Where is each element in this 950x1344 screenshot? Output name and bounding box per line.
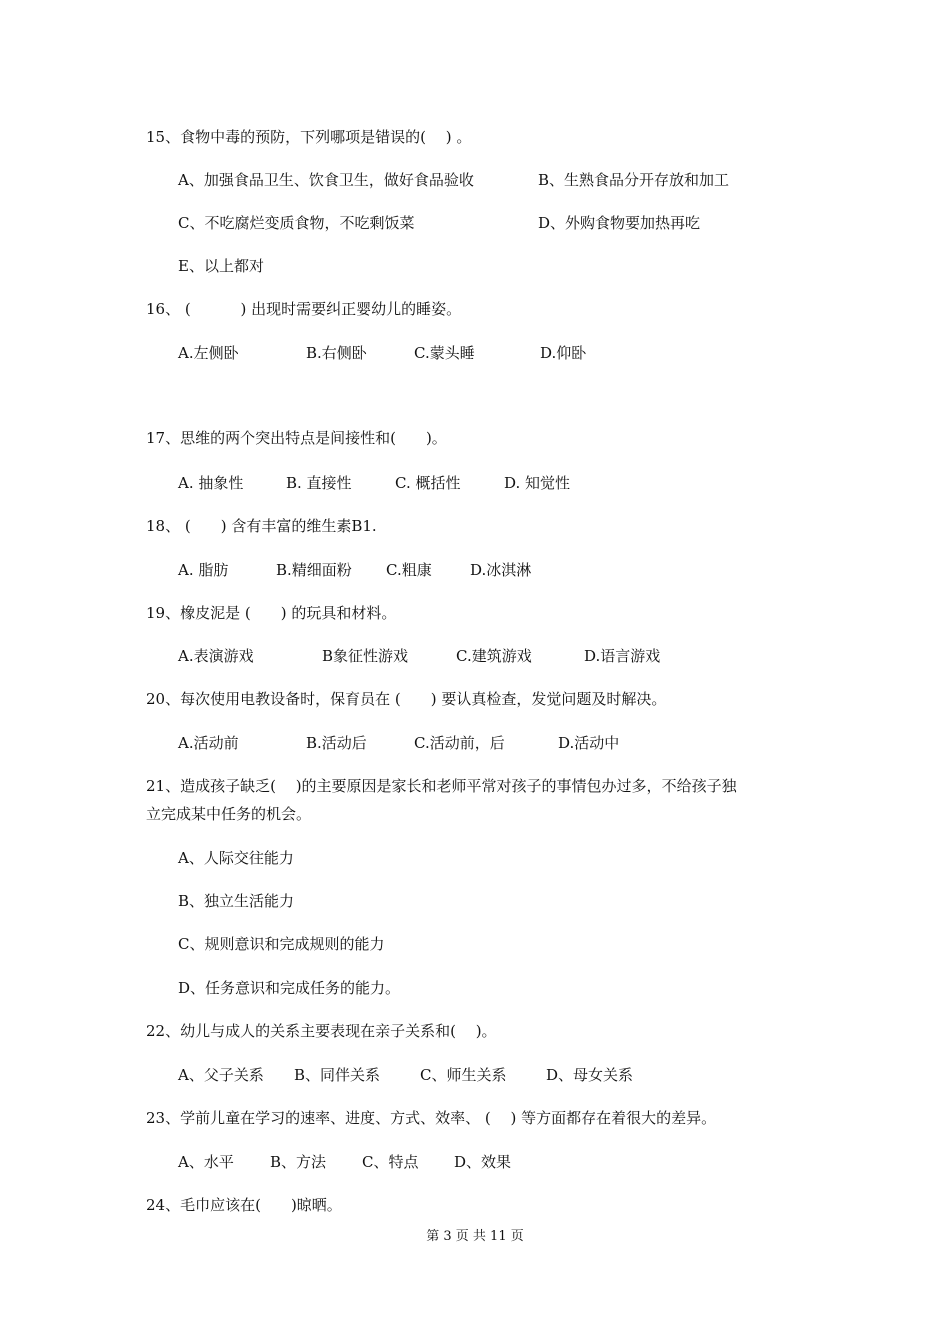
question-19-option-b: B象征性游戏 [322,647,409,665]
question-21-stem-line-1: 21、造成孩子缺乏( )的主要原因是家长和老师平常对孩子的事情包办过多，不给孩子独 [146,777,737,795]
question-18-option-b: B.精细面粉 [276,561,352,579]
question-22-option-a: A、父子关系 [178,1066,264,1084]
question-19-option-a: A.表演游戏 [178,647,254,665]
question-16-option-c: C.蒙头睡 [414,344,475,362]
question-20-option-a: A.活动前 [178,734,239,752]
question-23-option-c: C、特点 [362,1153,419,1171]
question-24-stem: 24、毛巾应该在( )晾晒。 [146,1196,342,1214]
question-15-option-d: D、外购食物要加热再吃 [538,214,701,232]
question-21-option-c: C、规则意识和完成规则的能力 [178,935,385,953]
question-15-option-c: C、不吃腐烂变质食物，不吃剩饭菜 [178,214,415,232]
question-21-option-b: B、独立生活能力 [178,892,295,910]
question-16-option-b: B.右侧卧 [306,344,367,362]
question-20-stem: 20、每次使用电教设备时，保育员在 ( ) 要认真检查，发觉问题及时解决。 [146,690,667,708]
question-15-option-b: B、生熟食品分开存放和加工 [538,171,730,189]
question-17-stem: 17、思维的两个突出特点是间接性和( )。 [146,429,447,447]
question-22-option-c: C、师生关系 [420,1066,507,1084]
question-18-option-d: D.冰淇淋 [470,561,532,579]
question-17-option-d: D. 知觉性 [504,474,571,492]
question-19-option-d: D.语言游戏 [584,647,661,665]
question-23-option-a: A、水平 [178,1153,234,1171]
question-21-stem-line-2: 立完成某中任务的机会。 [146,805,312,823]
question-15-option-a: A、加强食品卫生、饮食卫生，做好食品验收 [178,171,474,189]
question-21-option-a: A、人际交往能力 [178,849,294,867]
question-19-option-c: C.建筑游戏 [456,647,532,665]
question-17-option-a: A. 抽象性 [178,474,244,492]
question-20-option-b: B.活动后 [306,734,367,752]
question-16-option-d: D.仰卧 [540,344,587,362]
question-15-option-e: E、以上都对 [178,257,264,275]
question-22-stem: 22、幼儿与成人的关系主要表现在亲子关系和( )。 [146,1022,497,1040]
question-16-stem: 16、 ( ) 出现时需要纠正婴幼儿的睡姿。 [146,300,462,318]
question-22-option-b: B、同伴关系 [294,1066,381,1084]
question-23-stem: 23、学前儿童在学习的速率、进度、方式、效率、 ( ) 等方面都存在着很大的差异。 [146,1109,717,1127]
question-23-option-d: D、效果 [454,1153,512,1171]
question-23-option-b: B、方法 [270,1153,327,1171]
question-17-option-b: B. 直接性 [286,474,352,492]
page-number-footer: 第 3 页 共 11 页 [426,1229,524,1244]
question-20-option-c: C.活动前，后 [414,734,505,752]
question-22-option-d: D、母女关系 [546,1066,634,1084]
question-18-option-c: C.粗康 [386,561,432,579]
question-17-option-c: C. 概括性 [395,474,461,492]
question-18-option-a: A. 脂肪 [178,561,229,579]
question-16-option-a: A.左侧卧 [178,344,239,362]
question-15-stem: 15、食物中毒的预防，下列哪项是错误的( ) 。 [146,128,472,146]
question-20-option-d: D.活动中 [558,734,620,752]
question-19-stem: 19、橡皮泥是 ( ) 的玩具和材料。 [146,604,397,622]
question-21-option-d: D、任务意识和完成任务的能力。 [178,979,401,997]
question-18-stem: 18、 ( ) 含有丰富的维生素B1. [146,517,377,535]
